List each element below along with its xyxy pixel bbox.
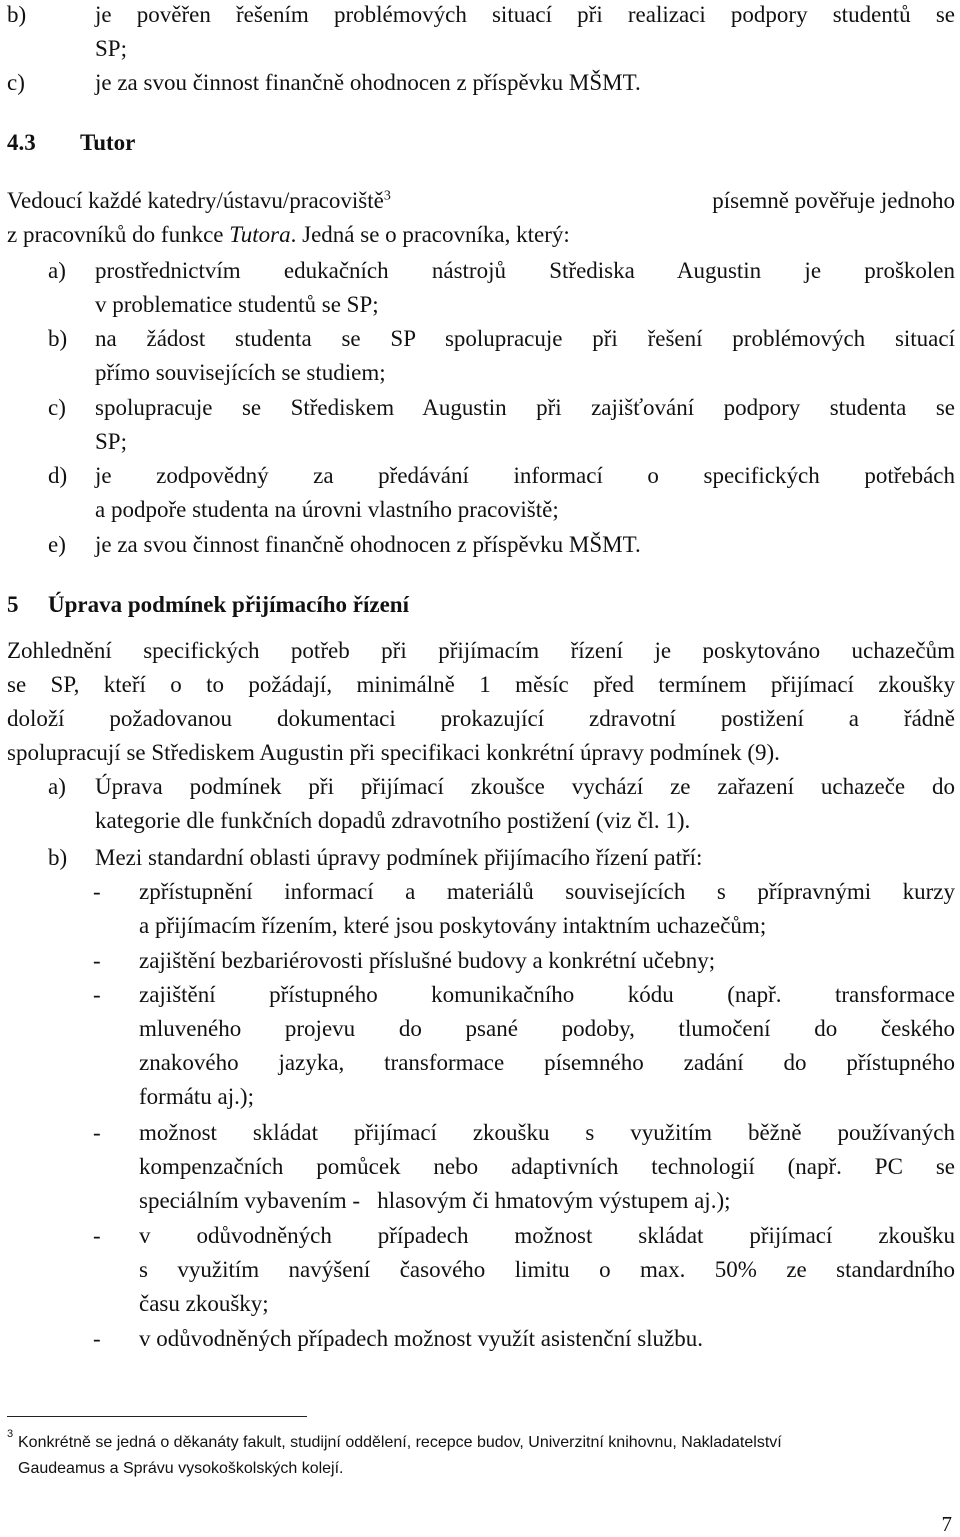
list-marker: c): [7, 70, 25, 95]
dash-marker: -: [93, 1120, 101, 1145]
list-item-text: Mezi standardní oblasti úpravy podmínek přijímacího řízení patří:: [95, 845, 703, 870]
list-item-text: je pověřen řešením problémových situací při realizaci podpory studentů se: [95, 2, 955, 27]
list-item-text: zpřístupnění informací a materiálů souvisejících s přípravnými kurzy: [139, 879, 955, 904]
paragraph-line: se SP, kteří o to požádají, minimálně 1 měsíc před termínem přijímací zkoušky: [7, 672, 955, 697]
paragraph-line: [7, 186, 955, 216]
list-marker: d): [48, 463, 68, 488]
list-item-text: SP;: [95, 429, 127, 454]
list-item-text: SP;: [95, 36, 127, 61]
dash-marker: -: [93, 879, 101, 904]
list-item-text: formátu aj.);: [139, 1084, 254, 1109]
intro-text: z pracovníků do funkce: [7, 222, 230, 247]
list-item-text: znakového jazyka, transformace písemného zadání do přístupného: [139, 1050, 955, 1075]
footnote-text: Konkrétně se jedná o děkanáty fakult, studijní oddělení, recepce budov, Univerzitní knihovnu, Nakladatelství: [18, 1434, 782, 1451]
italic-term: Tutora: [229, 222, 291, 247]
list-marker: c): [48, 395, 66, 420]
footnote-ref: 3: [383, 188, 391, 204]
paragraph-line: spolupracují se Střediskem Augustin při specifikaci konkrétní úpravy podmínek (9).: [7, 740, 780, 765]
footnote-number: 3: [7, 1428, 14, 1440]
list-item-text: přímo souvisejících se studiem;: [95, 360, 386, 385]
paragraph-text-end: písemně pověřuje jednoho: [712, 188, 955, 213]
list-item-text: kategorie dle funkčních dopadů zdravotního postižení (viz čl. 1).: [95, 808, 691, 833]
list-item-text: a podpoře studenta na úrovni vlastního pracoviště;: [95, 497, 559, 522]
list-item-text: v odůvodněných případech možnost využít asistenční službu.: [139, 1326, 704, 1351]
page-number: 7: [941, 1512, 952, 1536]
list-item-text: v problematice studentů se SP;: [95, 292, 379, 317]
list-item-text: zajištění bezbariérovosti příslušné budovy a konkrétní učebny;: [139, 948, 716, 973]
section-number: 4.3: [7, 130, 36, 155]
list-item-text: prostřednictvím edukačních nástrojů Střediska Augustin je proškolen: [95, 258, 955, 283]
intro-text: . Jedná se o pracovníka, který:: [290, 222, 570, 247]
paragraph-line: doloží požadovanou dokumentaci prokazující zdravotní postižení a řádně: [7, 706, 955, 731]
paragraph-text: [7, 186, 391, 216]
list-marker: b): [7, 2, 27, 27]
list-item-text: je zodpovědný za předávání informací o specifických potřebách: [95, 463, 955, 488]
list-item-text: s využitím navýšení časového limitu o max. 50% ze standardního: [139, 1257, 955, 1282]
section-title: Tutor: [80, 130, 136, 155]
intro-text: Vedoucí každé katedry/ústavu/pracoviště: [7, 188, 384, 213]
dash-marker: -: [93, 948, 101, 973]
list-item-text: možnost skládat přijímací zkoušku s využitím běžně používaných: [139, 1120, 955, 1145]
dash-marker: -: [93, 982, 101, 1007]
list-item-text: je za svou činnost finančně ohodnocen z příspěvku MŠMT.: [95, 532, 641, 557]
list-item-text: speciálním vybavením - hlasovým či hmatovým výstupem aj.);: [139, 1188, 731, 1213]
list-item-text: v odůvodněných případech možnost skládat přijímací zkoušku: [139, 1223, 955, 1248]
list-marker: a): [48, 258, 66, 283]
list-item-text: je za svou činnost finančně ohodnocen z příspěvku MŠMT.: [95, 70, 641, 95]
list-item-text: kompenzačních pomůcek nebo adaptivních technologií (např. PC se: [139, 1154, 955, 1179]
section-number: 5: [7, 592, 19, 617]
list-item-text: a přijímacím řízením, které jsou poskytovány intaktním uchazečům;: [139, 913, 767, 938]
footnote-text: Gaudeamus a Správu vysokoškolských kolejí.: [18, 1460, 344, 1477]
list-item-text: na žádost studenta se SP spolupracuje při řešení problémových situací: [95, 326, 955, 351]
list-marker: b): [48, 326, 68, 351]
paragraph-line: [7, 220, 570, 250]
dash-marker: -: [93, 1326, 101, 1351]
section-title: Úprava podmínek přijímacího řízení: [48, 592, 409, 617]
list-marker: b): [48, 845, 68, 870]
list-item-text: času zkoušky;: [139, 1291, 269, 1316]
list-item-text: Úprava podmínek při přijímací zkoušce vychází ze zařazení uchazeče do: [95, 774, 955, 799]
list-item-text: zajištění přístupného komunikačního kódu (např. transformace: [139, 982, 955, 1007]
list-marker: a): [48, 774, 66, 799]
dash-marker: -: [93, 1223, 101, 1248]
list-item-text: spolupracuje se Střediskem Augustin při zajišťování podpory studenta se: [95, 395, 955, 420]
list-marker: e): [48, 532, 66, 557]
paragraph-line: Zohlednění specifických potřeb při přijímacím řízení je poskytováno uchazečům: [7, 638, 955, 663]
list-item-text: mluveného projevu do psané podoby, tlumočení do českého: [139, 1016, 955, 1041]
footnote-separator: [7, 1416, 307, 1417]
